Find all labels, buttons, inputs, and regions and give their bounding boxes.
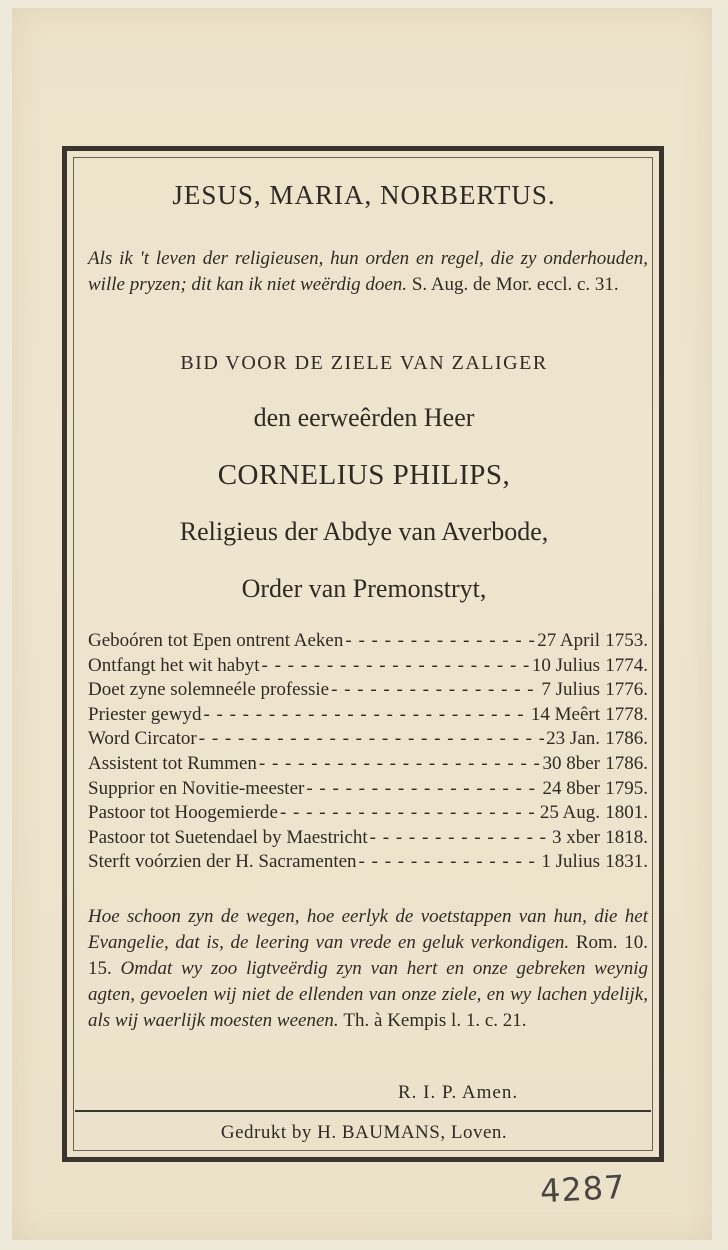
timeline-event: Word Circator	[88, 728, 197, 750]
closing-quote-2-source: Th. à Kempis l. 1. c. 21.	[343, 1010, 527, 1031]
timeline-year: 1753.	[605, 630, 648, 651]
prayer-heading: BID VOOR DE ZIELE VAN ZALIGER	[180, 352, 548, 374]
timeline-year: 1786.	[605, 752, 648, 774]
timeline-year: 1786.	[605, 728, 648, 750]
timeline-row	[88, 826, 648, 851]
timeline-row	[88, 629, 648, 654]
timeline-year: 1818.	[605, 826, 648, 848]
timeline-event: Sterft voórzien der H. Sacramenten	[88, 851, 357, 873]
timeline-row	[88, 703, 648, 728]
timeline-row	[88, 801, 648, 826]
closing-quote-2-text: Omdat wy zoo ligtveërdig zyn van hert en onze gebreken weynig agten, gevoelen wij niet de ellenden van onze ziele, en wy lachen ydelijk, als wij waerlijk moesten weenen.	[88, 958, 648, 1031]
leader-dashes	[203, 703, 528, 728]
deceased-name: CORNELIUS PHILIPS,	[217, 459, 511, 491]
timeline-year: 1831.	[605, 851, 648, 873]
leader-dashes	[345, 629, 535, 654]
timeline-date: 3 xber	[551, 826, 600, 848]
timeline-date: 24 8ber	[542, 777, 600, 799]
leader-dashes	[259, 752, 541, 777]
opening-quote	[88, 246, 648, 298]
timeline-event: Priester gewyd	[88, 703, 202, 725]
timeline-date: 27 April	[537, 630, 600, 651]
rip-amen: R. I. P. Amen.	[398, 1082, 519, 1103]
life-timeline	[88, 629, 648, 875]
timeline-row	[88, 850, 648, 875]
leader-dashes	[199, 727, 544, 752]
opening-quote-source: S. Aug. de Mor. eccl. c. 31.	[411, 274, 619, 295]
timeline-date: 30 8ber	[542, 752, 600, 774]
timeline-event: Pastoor tot Hoogemierde	[88, 802, 278, 824]
timeline-date: 14 Meêrt	[530, 703, 600, 725]
leader-dashes	[370, 826, 550, 851]
timeline-event: Assistent tot Rummen	[88, 752, 257, 774]
closing-quote-1-source: Rom. 10. 15.	[88, 932, 648, 979]
honorific: den eerweêrden Heer	[253, 403, 475, 432]
timeline-row	[88, 678, 648, 703]
leader-dashes	[262, 654, 530, 679]
footer-divider	[75, 1110, 651, 1112]
leader-dashes	[331, 678, 539, 703]
closing-quote-1-text: Hoe schoon zyn de wegen, hoe eerlyk de voetstappen van hun, die het Evangelie, dat is, de leering van vrede en geluk verkondigen.	[88, 906, 648, 953]
timeline-date: 10 Julius	[531, 654, 600, 676]
opening-quote-text: Als ik 't leven der religieusen, hun orden en regel, die zy onderhouden, wille pryzen; dit kan ik niet weërdig doen.	[88, 248, 648, 295]
timeline-year: 1776.	[605, 679, 648, 701]
timeline-event: Doet zyne solemneéle professie	[88, 679, 330, 701]
timeline-date: 25 Aug.	[539, 802, 600, 824]
abbey-line: Religieus der Abdye van Averbode,	[179, 517, 549, 546]
leader-dashes	[280, 801, 538, 826]
printer-line: Gedrukt by H. BAUMANS, Loven.	[220, 1122, 508, 1143]
timeline-row	[88, 777, 648, 802]
timeline-date: 23 Jan.	[546, 728, 600, 750]
leader-dashes	[359, 850, 540, 875]
order-line: Order van Premonstryt,	[241, 574, 487, 603]
timeline-row	[88, 727, 648, 752]
card-title: JESUS, MARIA, NORBERTUS.	[172, 180, 556, 210]
timeline-event: Supprior en Novitie-meester	[88, 777, 305, 799]
timeline-year: 1795.	[605, 777, 648, 799]
timeline-row	[88, 752, 648, 777]
closing-quotes	[88, 904, 648, 1034]
timeline-year: 1801.	[605, 802, 648, 824]
catalog-number: 4287	[539, 1167, 627, 1211]
timeline-row	[88, 654, 648, 679]
leader-dashes	[306, 777, 540, 802]
timeline-date: 1 Julius	[541, 851, 600, 873]
timeline-date: 7 Julius	[541, 679, 600, 701]
timeline-year: 1774.	[605, 654, 648, 676]
timeline-year: 1778.	[605, 703, 648, 725]
timeline-event: Ontfangt het wit habyt	[88, 654, 260, 676]
timeline-event: Pastoor tot Suetendael by Maestricht	[88, 826, 368, 848]
timeline-event: Geboóren tot Epen ontrent Aeken	[88, 630, 344, 651]
